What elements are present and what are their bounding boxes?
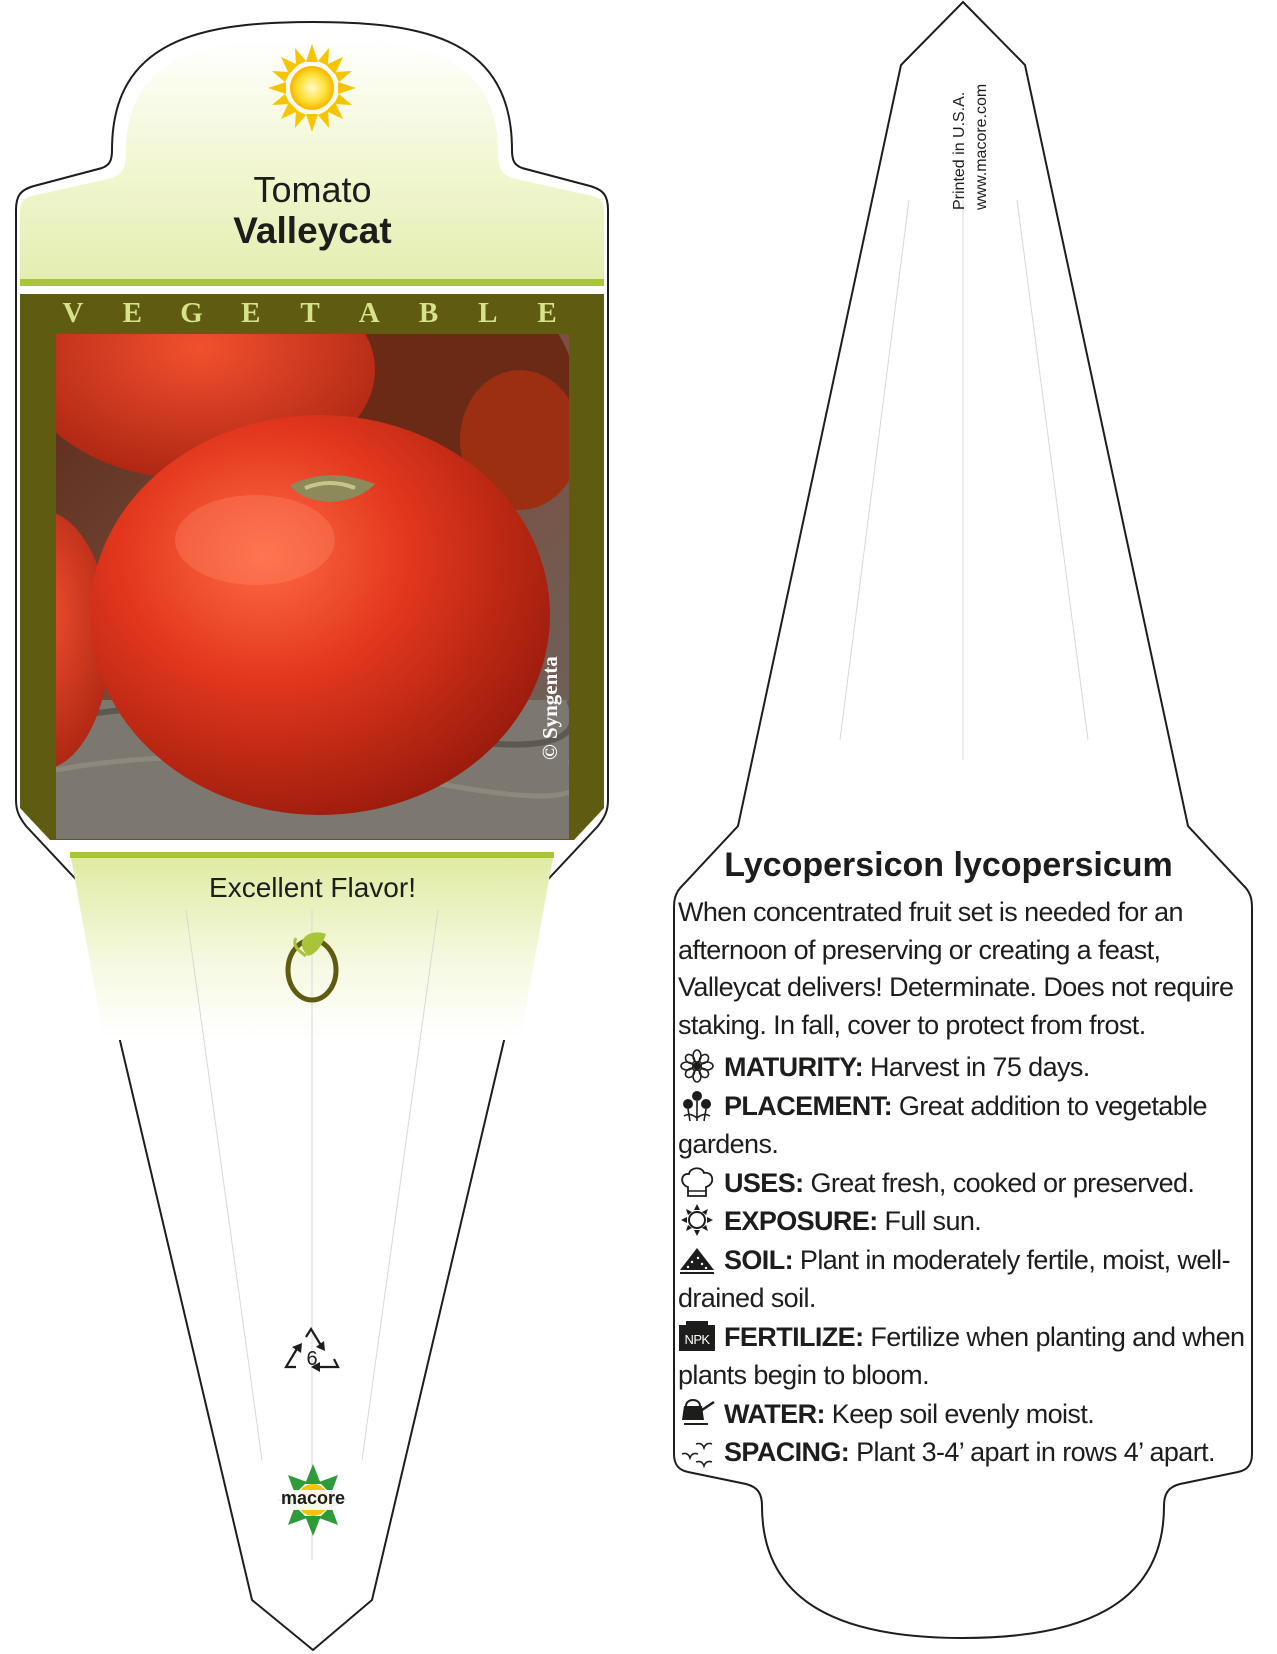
chef-hat-icon bbox=[678, 1165, 716, 1199]
category-letter: E bbox=[241, 297, 261, 329]
care-text: Great addition to vegetable gardens. bbox=[678, 1090, 1207, 1159]
care-text: Harvest in 75 days. bbox=[869, 1052, 1090, 1082]
care-label: PLACEMENT: bbox=[724, 1090, 892, 1121]
care-label: MATURITY: bbox=[724, 1052, 864, 1082]
care-label: SPACING: bbox=[724, 1437, 850, 1467]
care-text: Full sun. bbox=[884, 1206, 982, 1236]
brand-logo-text: macore bbox=[280, 1488, 346, 1508]
variety-name: Valleycat bbox=[233, 210, 392, 251]
website-line: www.macore.com bbox=[973, 83, 990, 210]
category-banner bbox=[40, 297, 580, 331]
care-list bbox=[678, 1048, 1248, 1472]
soil-icon bbox=[678, 1242, 716, 1276]
care-text: Fertilize when planting and when plants begin to bloom. bbox=[678, 1321, 1245, 1390]
watering-can-icon bbox=[678, 1396, 716, 1430]
care-text: Plant 3-4’ apart in rows 4’ apart. bbox=[856, 1437, 1215, 1467]
npk-icon bbox=[678, 1319, 716, 1353]
flower-icon bbox=[678, 1049, 716, 1083]
npk-label: NPK bbox=[684, 1331, 710, 1347]
care-spacing bbox=[678, 1433, 1248, 1472]
category-letter: E bbox=[122, 297, 142, 329]
care-exposure bbox=[678, 1202, 1248, 1241]
care-soil bbox=[678, 1241, 1248, 1318]
description: When concentrated fruit set is needed for an afternoon of preserving or creating a feast, Valleycat delivers! Determinate. Does not require staking. In fall, cover to protect from frost. bbox=[678, 897, 1234, 1040]
printed-line: Printed in U.S.A. bbox=[951, 91, 968, 210]
care-water bbox=[678, 1395, 1248, 1434]
tagline: Excellent Flavor! bbox=[209, 872, 416, 903]
care-text: Keep soil evenly moist. bbox=[831, 1398, 1095, 1429]
photo-credit: © Syngenta bbox=[538, 656, 562, 760]
category-letter: G bbox=[180, 297, 203, 329]
care-label: WATER: bbox=[724, 1398, 825, 1429]
botanical-name: Lycopersicon lycopersicum bbox=[724, 846, 1173, 884]
care-text: Plant in moderately fertile, moist, well-drained soil. bbox=[678, 1244, 1230, 1313]
plants-icon bbox=[678, 1088, 716, 1122]
care-maturity bbox=[678, 1048, 1248, 1087]
category-letter: V bbox=[62, 297, 84, 329]
category-letter: E bbox=[537, 297, 557, 329]
sun-outline-icon bbox=[678, 1203, 716, 1237]
care-label: EXPOSURE: bbox=[724, 1206, 878, 1236]
printed-info bbox=[949, 84, 993, 210]
common-name: Tomato bbox=[253, 169, 372, 210]
tomato-photo bbox=[0, 260, 580, 840]
care-placement bbox=[678, 1087, 1248, 1164]
care-label: FERTILIZE: bbox=[724, 1321, 864, 1352]
category-letter: B bbox=[418, 297, 439, 329]
category-letter: A bbox=[358, 297, 380, 329]
recycle-number: 6 bbox=[306, 1348, 318, 1370]
care-text: Great fresh, cooked or preserved. bbox=[810, 1167, 1195, 1198]
spacing-icon bbox=[678, 1434, 716, 1468]
care-uses bbox=[678, 1164, 1248, 1203]
care-label: USES: bbox=[724, 1167, 804, 1198]
category-letter: T bbox=[300, 297, 320, 329]
sun-icon bbox=[268, 44, 356, 132]
care-fertilize bbox=[678, 1318, 1248, 1395]
category-letter: L bbox=[478, 297, 498, 329]
care-label: SOIL: bbox=[724, 1244, 793, 1275]
